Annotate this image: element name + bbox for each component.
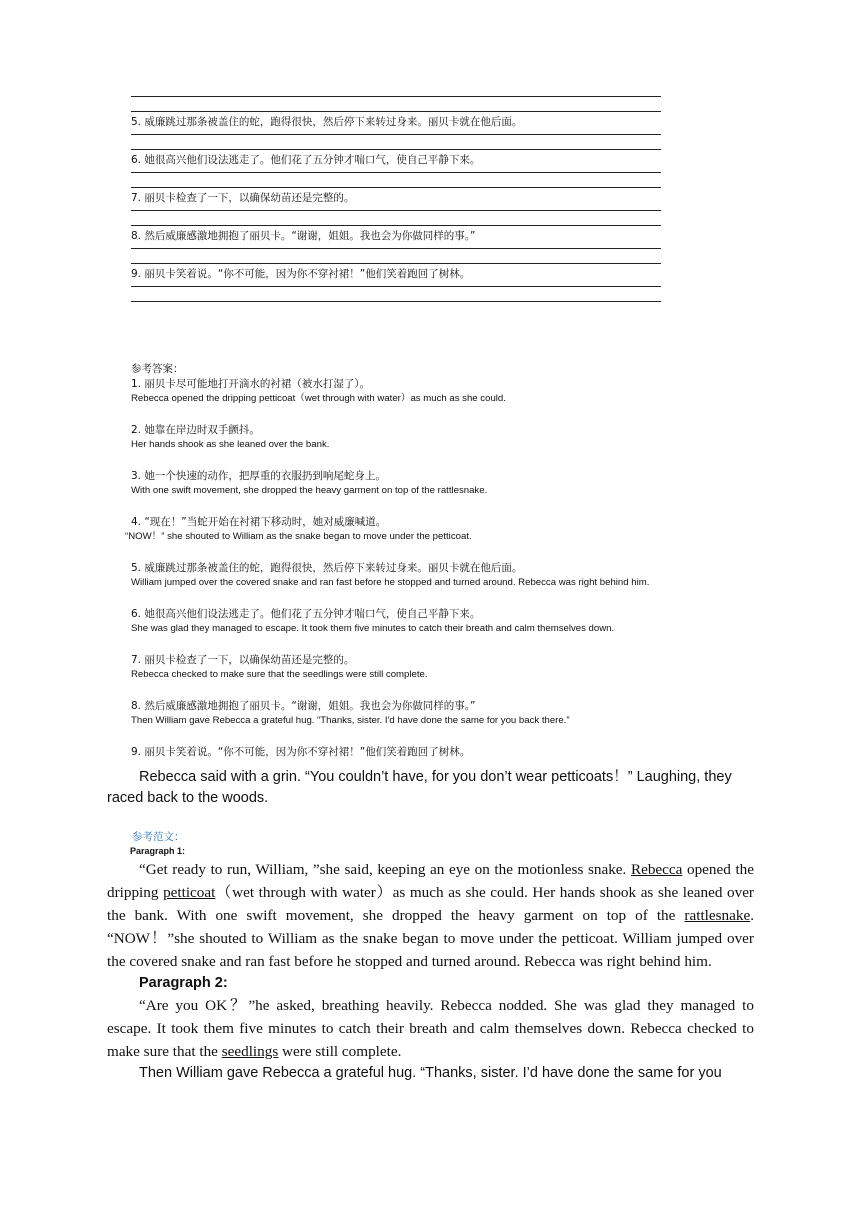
answer-key-title: 参考答案： [131,363,184,375]
paragraph-label: Paragraph 2: [139,975,228,991]
essay-text: were still complete. [278,1043,402,1060]
answer-en: “NOW！” she shouted to William as the snake began to move under the petticoat. [125,531,472,542]
answer-zh: 9. 丽贝卡笑着说。“你不可能，因为你不穿衬裙！”他们笑着跑回了树林。 [131,746,471,758]
sample-essay [107,830,754,1084]
answer-zh: 4. “现在！”当蛇开始在衬裙下移动时，她对威廉喊道。 [131,516,387,528]
answer-line [131,96,661,97]
answer-en: Then William gave Rebecca a grateful hug. “Thanks, sister. I'd have done the same for you back there.” [131,715,570,726]
essay-paragraph-2 [107,994,754,1063]
answer-en: With one swift movement, she dropped the heavy garment on top of the rattlesnake. [131,485,488,496]
essay-text: opened the dripping [107,861,754,901]
essay-underlined: petticoat [163,884,216,901]
essay-text: “Are you OK？”he asked, breathing heavily. Rebecca nodded. She was glad they managed to escape. It took them five minutes to catch their breath and calm themselves down. Rebecca checked to make sure that the [107,997,754,1060]
paragraph-label: Paragraph 1: [130,846,186,856]
answer-zh: 8. 然后威廉感激地拥抱了丽贝卡。“谢谢，姐姐。我也会为你做同样的事。” [131,700,476,712]
answer-line [131,248,661,249]
essay-paragraph-1 [107,858,754,973]
answer-zh: 3. 她一个快速的动作，把厚重的衣服扔到响尾蛇身上。 [131,470,386,482]
sample-title: 参考范文： [132,831,185,843]
answer-en: She was glad they managed to escape. It took them five minutes to catch their breath and calm themselves down. [131,623,615,634]
answer-line [131,134,661,135]
answer-line [131,263,661,264]
exercise-item: 6. 她很高兴他们设法逃走了。他们花了五分钟才喘口气，使自己平静下来。 [131,154,481,166]
answer-zh: 6. 她很高兴他们设法逃走了。他们花了五分钟才喘口气，使自己平静下来。 [131,608,481,620]
answer-key [125,362,771,760]
exercise-section [131,96,661,302]
answer-en: Rebecca checked to make sure that the seedlings were still complete. [131,669,428,680]
exercise-item: 9. 丽贝卡笑着说。“你不可能，因为你不穿衬裙！”他们笑着跑回了树林。 [131,268,471,280]
answer-en-last: Rebecca said with a grin. “You couldn’t have, for you don’t wear petticoats！” Laughing, they raced back to the woods. [107,769,732,806]
answer-zh: 1. 丽贝卡尽可能地打开滴水的衬裙（被水打湿了）。 [131,378,371,390]
essay-text: “Get ready to run, William, ”she said, keeping an eye on the motionless snake. [139,861,631,878]
essay-text: . “NOW！”she shouted to William as the snake began to move under the petticoat. William jumped over the covered snake and ran fast before he stopped and turned around. Rebecca was right behind him. [107,907,754,970]
answer-en: Rebecca opened the dripping petticoat（wet through with water）as much as she could. [131,393,506,404]
essay-underlined: rattlesnake [684,907,751,924]
essay-paragraph-3: Then William gave Rebecca a grateful hug. “Thanks, sister. I’d have done the same for you [139,1065,722,1081]
answer-zh: 7. 丽贝卡检查了一下，以确保幼苗还是完整的。 [131,654,355,666]
essay-text: （wet through with water）as much as she could. Her hands shook as she leaned over the bank. With one swift movement, she dropped the heavy garment on top of the [107,884,754,924]
essay-underlined: Rebecca [630,861,683,878]
answer-en: Her hands shook as she leaned over the bank. [131,439,330,450]
answer-line [131,111,661,112]
answer-line [131,172,661,173]
answer-en: William jumped over the covered snake and ran fast before he stopped and turned around. Rebecca was right behind him. [131,577,650,588]
exercise-item: 5. 威廉跳过那条被盖住的蛇，跑得很快，然后停下来转过身来。丽贝卡就在他后面。 [131,116,523,128]
answer-line [131,286,661,287]
answer-line [131,301,661,302]
exercise-item: 8. 然后威廉感激地拥抱了丽贝卡。“谢谢，姐姐。我也会为你做同样的事。” [131,230,476,242]
exercise-item: 7. 丽贝卡检查了一下，以确保幼苗还是完整的。 [131,192,355,204]
answer-zh: 5. 威廉跳过那条被盖住的蛇，跑得很快，然后停下来转过身来。丽贝卡就在他后面。 [131,562,523,574]
answer-line [131,210,661,211]
answer-zh: 2. 她靠在岸边时双手颤抖。 [131,424,260,436]
answer-line [131,225,661,226]
answer-line [131,149,661,150]
answer-line [131,187,661,188]
essay-underlined: seedlings [221,1043,279,1060]
